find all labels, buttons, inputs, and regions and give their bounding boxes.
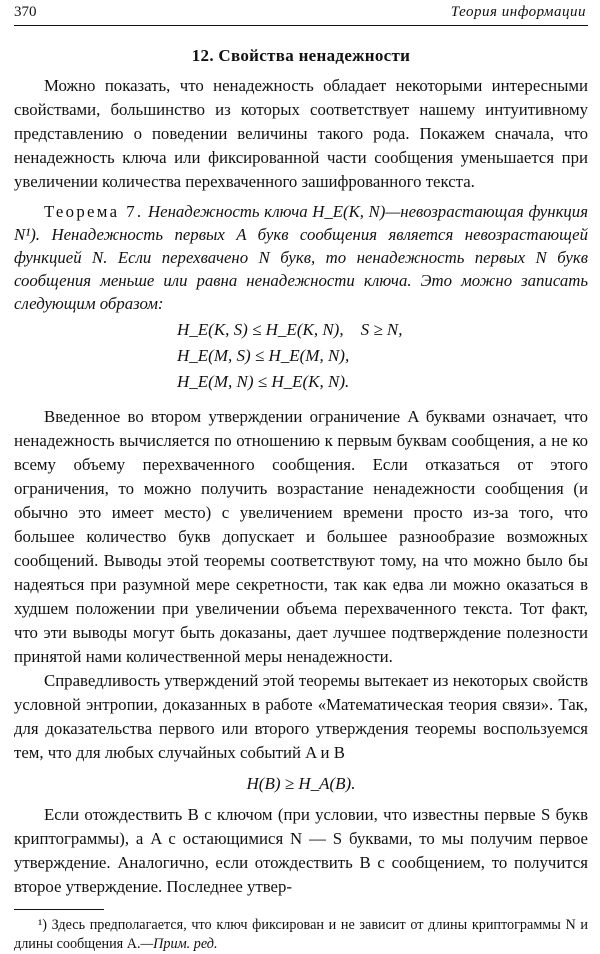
section-title: 12. Свойства ненадежности	[191, 46, 411, 65]
formula-1: H_E(K, S) ≤ H_E(K, N), S ≥ N,	[177, 320, 403, 339]
paragraph-continuation: Если отождествить B с ключом (при условии, что известны первые S букв криптограммы), а A с остающимися N — S буквами, то мы получим первое утверждение. Аналогично, если отождествить B с сообщением, то получится второе утверждение. Последнее утвер-	[14, 805, 588, 896]
formula-4: H(B) ≥ H_A(B).	[246, 774, 356, 793]
theorem-formulas	[14, 317, 588, 395]
formula-2: H_E(M, S) ≤ H_E(M, N),	[177, 346, 350, 365]
paragraph-discussion: Введенное во втором утверждении ограничение A буквами означает, что ненадежность вычисляется по отношению к первым буквам сообщения, а не ко всему объему перехваченного сообщения. Если отказаться от этого ограничения, то можно получить возрастание ненадежности сообщения (и обычно это имеет место) с увеличением времени просто из-за того, что большее количество букв допускает и большее разнообразие возможных сообщений. Выводы этой теоремы соответствуют тому, на что можно было бы надеяться при разумной мере секретности, так как едва ли можно оказаться в худшем положении при увеличении объема перехваченного текста. Тот факт, что эти выводы могут быть доказаны, дает лучшее подтверждение полезности принятой нами количественной меры ненадежности.	[14, 407, 588, 666]
theorem-body: Ненадежность ключа H_E(K, N)—невозрастающая функция N¹). Ненадежность первых A букв сообщения является невозрастающей функцией N. Если перехвачено N букв, то ненадежность первых N букв сообщения меньше или равна ненадежности ключа. Это можно записать следующим образом:	[14, 202, 589, 313]
page-number: 370	[14, 4, 37, 20]
footnote	[14, 916, 588, 954]
footnote-attribution: —Прим. ред.	[140, 936, 218, 952]
running-header	[14, 3, 588, 26]
formula-3: H_E(M, N) ≤ H_E(K, N).	[177, 372, 350, 391]
book-page	[14, 0, 588, 954]
paragraph-proof: Справедливость утверждений этой теоремы вытекает из некоторых свойств условной энтропии, доказанных в работе «Математическая теория связи». Так, для доказательства первого или второго утверждения теоремы воспользуемся тем, что для любых случайных событий A и B	[14, 671, 588, 762]
theorem-label: Теорема 7.	[44, 202, 144, 221]
paragraph-intro: Можно показать, что ненадежность обладает некоторыми интересными свойствами, большинство из которых соответствует нашему интуитивному представлению о поведении величины такого рода. Покажем сначала, что ненадежность ключа или фиксированной части сообщения уменьшается при увеличении количества перехваченного зашифрованного текста.	[14, 76, 588, 191]
footnote-text: ¹) Здесь предполагается, что ключ фиксирован и не зависит от длины криптограммы N и длины сообщения A.	[14, 917, 588, 952]
running-title: Теория информации	[450, 4, 586, 20]
theorem-7	[14, 200, 588, 315]
